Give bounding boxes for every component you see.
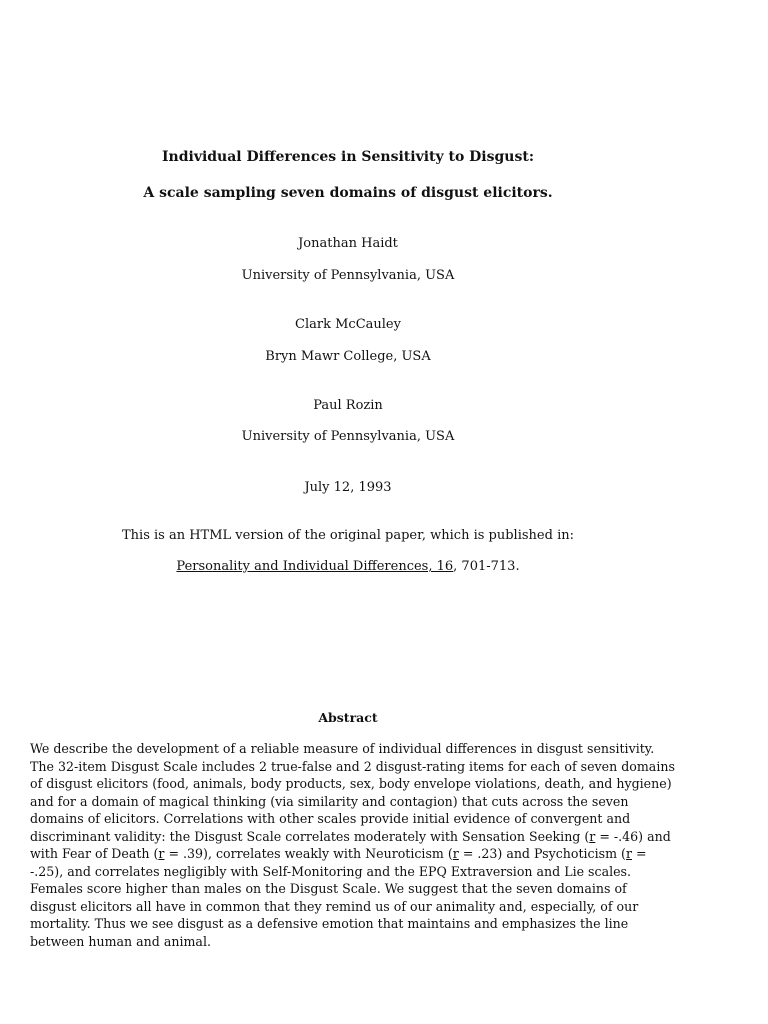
paper-date: July 12, 1993 (304, 480, 392, 495)
abstract-text-part-4: = .23) and Psychoticism ( (458, 846, 626, 861)
journal-citation (0, 559, 696, 574)
author-affiliation-3: University of Pennsylvania, USA (241, 429, 455, 444)
abstract-text-part-2: = -.46) and with Fear of Death ( (30, 828, 671, 861)
author-affiliation-2: Bryn Mawr College, USA (265, 349, 431, 364)
abstract-text-part-5: = -.25), and correlates negligibly with Self-Monitoring and the EPQ Extraversion and Lie scales. Females score higher than males on the Disgust Scale. We suggest that the seven domains of disgust elicitors all have in common that they remind us of our animality and, especially, of our mortality. Thus we see disgust as a defensive emotion that maintains and emphasizes the line between human and animal. (30, 846, 647, 949)
stat-symbol: r (452, 846, 459, 861)
stat-symbol: r (625, 846, 632, 861)
journal-pages: , 701-713. (453, 559, 520, 574)
author-name-2: Clark McCauley (295, 317, 401, 332)
abstract-heading: Abstract (318, 710, 378, 725)
abstract-text-part-1: We describe the development of a reliable measure of individual differences in disgust sensitivity. The 32-item Disgust Scale includes 2 true-false and 2 disgust-rating items for each of seven domains of disgust elicitors (food, animals, body products, sex, body envelope violations, death, and hygiene) and for a domain of magical thinking (via similarity and contagion) that cuts across the seven domains of elicitors. Correlations with other scales provide initial evidence of convergent and discriminant validity: the Disgust Scale correlates moderately with Sensation Seeking ( (30, 741, 675, 844)
publication-note: This is an HTML version of the original paper, which is published in: (122, 528, 574, 543)
paper-title-line-2: A scale sampling seven domains of disgust elicitors. (143, 185, 553, 201)
author-affiliation-1: University of Pennsylvania, USA (241, 268, 455, 283)
journal-link[interactable]: Personality and Individual Differences, 16 (176, 559, 454, 574)
abstract-text-part-3: = .39), correlates weakly with Neuroticism ( (164, 846, 453, 861)
author-name-3: Paul Rozin (313, 398, 383, 413)
abstract-text (30, 740, 675, 950)
stat-symbol: r (589, 828, 596, 844)
stat-symbol: r (158, 846, 165, 861)
author-name-1: Jonathan Haidt (298, 236, 398, 251)
paper-title-line-1: Individual Differences in Sensitivity to Disgust: (161, 149, 534, 165)
